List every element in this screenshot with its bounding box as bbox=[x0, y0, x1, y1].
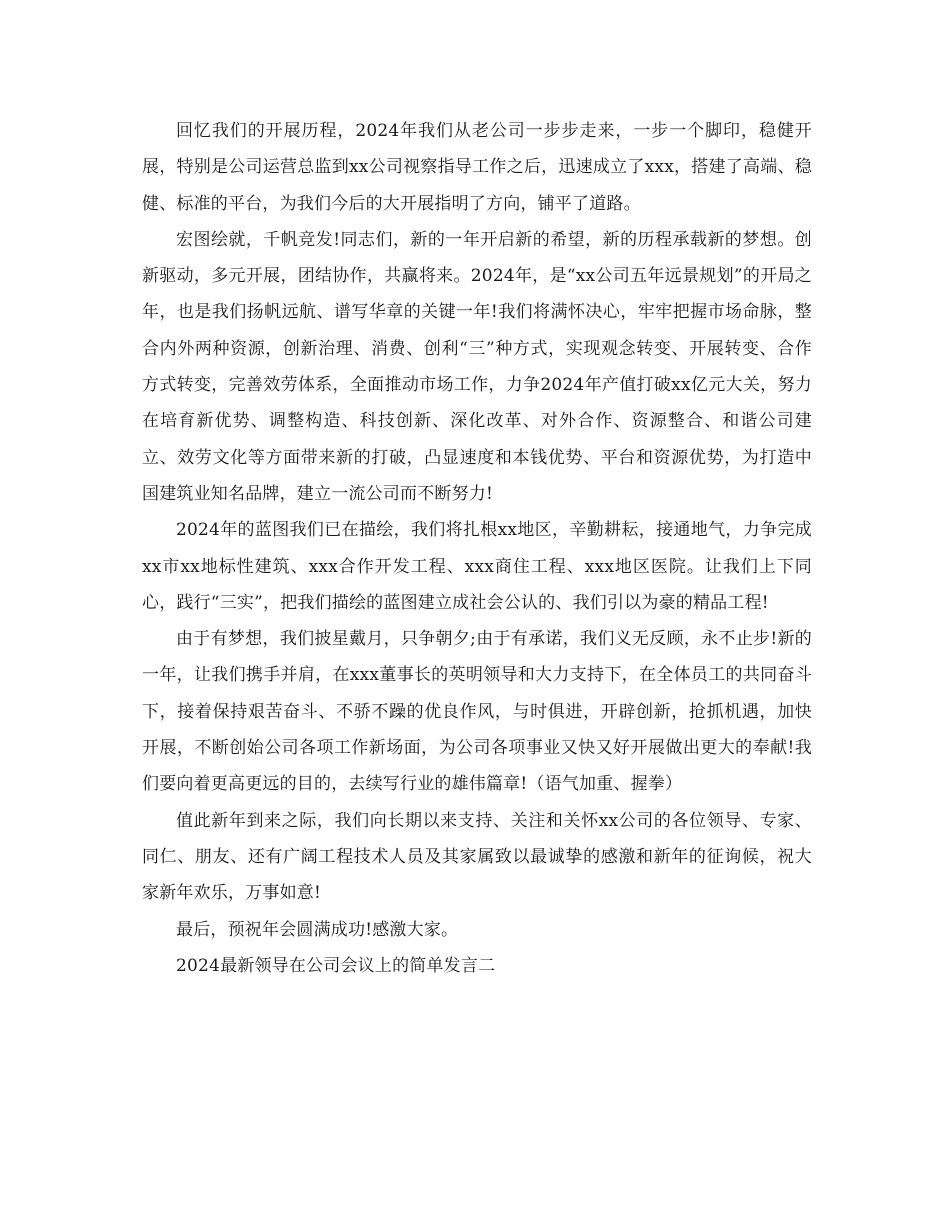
document-body bbox=[142, 113, 812, 984]
paragraph: 值此新年到来之际，我们向长期以来支持、关注和关怀xx公司的各位领导、专家、同仁、朋友、还有广阔工程技术人员及其家属致以最诚挚的感激和新年的征询候，祝大家新年欢乐，万事如意! bbox=[142, 810, 812, 904]
paragraph: 2024年的蓝图我们已在描绘，我们将扎根xx地区，辛勤耕耘，接通地气，力争完成xx市xx地标性建筑、xxx合作开发工程、xxx商住工程、xxx地区医院。让我们上下同心，践行“三实”，把我们描绘的蓝图建立成社会公认的、我们引以为豪的精品工程! bbox=[142, 520, 812, 613]
paragraph: 由于有梦想，我们披星戴月，只争朝夕;由于有承诺，我们义无反顾，永不止步!新的一年，让我们携手并肩，在xxx董事长的英明领导和大力支持下，在全体员工的共同奋斗下，接着保持艰苦奋斗、不骄不躁的优良作风，与时俱进，开辟创新，抢抓机遇，加快开展，不断创始公司各项工作新场面，为公司各项事业又快又好开展做出更大的奉献!我们要向着更高更远的目的，去续写行业的雄伟篇章!（语气加重、握拳） bbox=[142, 629, 812, 795]
paragraph: 最后，预祝年会圆满成功!感激大家。 bbox=[176, 919, 459, 940]
section-heading: 2024最新领导在公司会议上的简单发言二 bbox=[176, 955, 496, 976]
paragraph: 回忆我们的开展历程，2024年我们从老公司一步步走来，一步一个脚印，稳健开展，特别是公司运营总监到xx公司视察指导工作之后，迅速成立了xxx，搭建了高端、稳健、标准的平台，为我们今后的大开展指明了方向，铺平了道路。 bbox=[142, 121, 812, 214]
paragraph: 宏图绘就，千帆竞发!同志们，新的一年开启新的希望，新的历程承载新的梦想。创新驱动，多元开展，团结协作，共赢将来。2024年，是“xx公司五年远景规划”的开局之年，也是我们扬帆远航、谱写华章的关键一年!我们将满怀决心，牢牢把握市场命脉，整合内外两种资源，创新治理、消费、创利“三”种方式，实现观念转变、开展转变、合作方式转变，完善效劳体系，全面推动市场工作，力争2024年产值打破xx亿元大关，努力在培育新优势、调整构造、科技创新、深化改革、对外合作、资源整合、和谐公司建立、效劳文化等方面带来新的打破，凸显速度和本钱优势、平台和资源优势，为打造中国建筑业知名品牌，建立一流公司而不断努力! bbox=[142, 229, 812, 504]
